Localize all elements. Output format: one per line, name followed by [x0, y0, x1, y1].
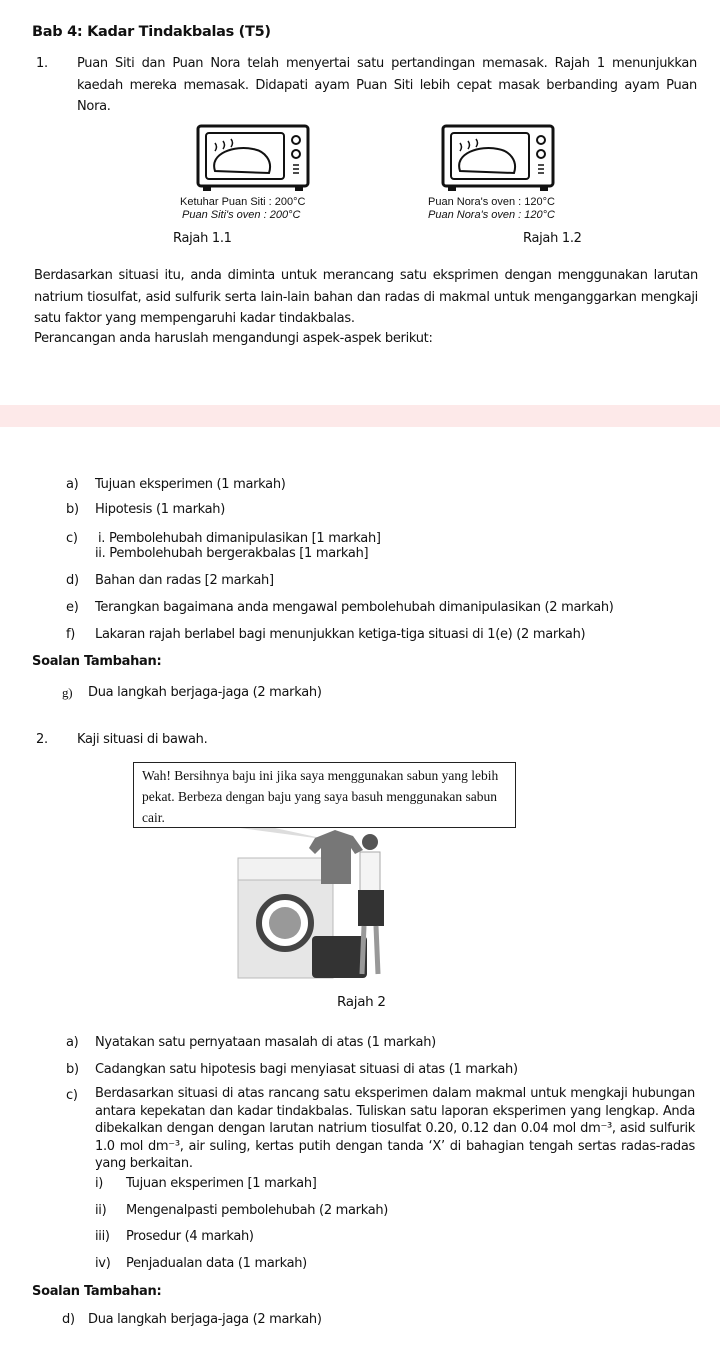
figure-1-2-caption-en: Puan Nora's oven : 120°C — [428, 209, 555, 221]
item-label: iv) — [95, 1256, 111, 1271]
q1-paragraph: Berdasarkan situasi itu, anda diminta untuk merancang satu eksprimen dengan menggunakan larutan natrium tiosulfat, asid sulfurik serta lain-lain bahan dan radas di makmal untuk menganggarkan mengkaji satu faktor yang mempengaruhi kadar tindakbalas. — [34, 268, 698, 326]
oven-siti-illustration — [195, 123, 315, 196]
q1-item-b: Hipotesis (1 markah) — [95, 502, 226, 517]
item-label: d) — [62, 1312, 75, 1327]
item-label: c) — [66, 531, 78, 546]
q2-subitem-iv: Penjadualan data (1 markah) — [126, 1256, 307, 1271]
q1-paragraph-2: Perancangan anda haruslah mengandungi aspek-aspek berikut: — [34, 331, 433, 346]
page-title: Bab 4: Kadar Tindakbalas (T5) — [32, 24, 271, 40]
q2-item-b: Cadangkan satu hipotesis bagi menyiasat situasi di atas (1 markah) — [95, 1062, 518, 1077]
q1-item-a: Tujuan eksperimen (1 markah) — [95, 477, 286, 492]
q1-item-f: Lakaran rajah berlabel bagi menunjukkan ketiga-tiga situasi di 1(e) (2 markah) — [95, 627, 586, 642]
item-label: i) — [95, 1176, 104, 1191]
q1-extra-title: Soalan Tambahan: — [32, 654, 162, 669]
item-label: b) — [66, 502, 79, 517]
item-label: b) — [66, 1062, 79, 1077]
q1-extra-g: Dua langkah berjaga-jaga (2 markah) — [88, 685, 322, 700]
page-break-band — [0, 405, 720, 427]
q2-extra-d: Dua langkah berjaga-jaga (2 markah) — [88, 1312, 322, 1327]
item-label: f) — [66, 627, 76, 642]
item-label: e) — [66, 600, 79, 615]
item-label: a) — [66, 1035, 79, 1050]
q2-intro: Kaji situasi di bawah. — [77, 732, 208, 747]
q1-item-e: Terangkan bagaimana anda mengawal pembolehubah dimanipulasikan (2 markah) — [95, 600, 614, 615]
q2-subitem-ii: Mengenalpasti pembolehubah (2 markah) — [126, 1203, 389, 1218]
figure-1-1-caption-en: Puan Siti's oven : 200°C — [182, 209, 301, 221]
washing-machine-illustration — [230, 828, 410, 983]
oven-nora-illustration — [440, 123, 560, 196]
q1-number: 1. — [36, 56, 48, 71]
q1-item-d: Bahan dan radas [2 markah] — [95, 573, 274, 588]
q1-intro: Puan Siti dan Puan Nora telah menyertai satu pertandingan memasak. Rajah 1 menunjukkan kaedah mereka memasak. Didapati ayam Puan Siti lebih cepat masak berbanding ayam Puan Nora. — [77, 56, 697, 114]
figure-1-1-label: Rajah 1.1 — [173, 231, 232, 246]
item-label: ii) — [95, 1203, 107, 1218]
figure-1-1-caption-ms: Ketuhar Puan Siti : 200°C — [180, 196, 306, 208]
q2-item-c: Berdasarkan situasi di atas rancang satu eksperimen dalam makmal untuk mengkaji hubungan antara kepekatan dan kadar tindakbalas. Tuliskan satu laporan eksperimen yang lengkap. Anda dibekalkan dengan dengan larutan natrium tiosulfat 0.20, 0.12 dan 0.04 mol dm⁻³, asid sulfurik 1.0 mol dm⁻³, air suling, kertas putih dengan tanda ‘X’ di bahagian tengah sertas radas-radas yang berkaitan. — [95, 1086, 695, 1171]
item-label: d) — [66, 573, 79, 588]
speech-bubble: Wah! Bersihnya baju ini jika saya menggunakan sabun yang lebih pekat. Berbeza dengan baju yang saya basuh menggunakan sabun cair. — [133, 762, 516, 828]
q1-item-c-i: i. Pembolehubah dimanipulasikan [1 markah] — [98, 531, 381, 546]
figure-2-label: Rajah 2 — [337, 994, 386, 1010]
item-label: g) — [62, 685, 73, 700]
q2-item-a: Nyatakan satu pernyataan masalah di atas (1 markah) — [95, 1035, 436, 1050]
item-label: c) — [66, 1088, 78, 1103]
q2-extra-title: Soalan Tambahan: — [32, 1284, 162, 1299]
item-label: iii) — [95, 1229, 110, 1244]
figure-1-2-label: Rajah 1.2 — [523, 231, 582, 246]
q1-item-c-ii: ii. Pembolehubah bergerakbalas [1 markah] — [95, 546, 369, 561]
figure-1-2-caption-ms: Puan Nora's oven : 120°C — [428, 196, 555, 208]
item-label: a) — [66, 477, 79, 492]
q2-number: 2. — [36, 732, 48, 747]
q2-subitem-iii: Prosedur (4 markah) — [126, 1229, 254, 1244]
q2-subitem-i: Tujuan eksperimen [1 markah] — [126, 1176, 317, 1191]
